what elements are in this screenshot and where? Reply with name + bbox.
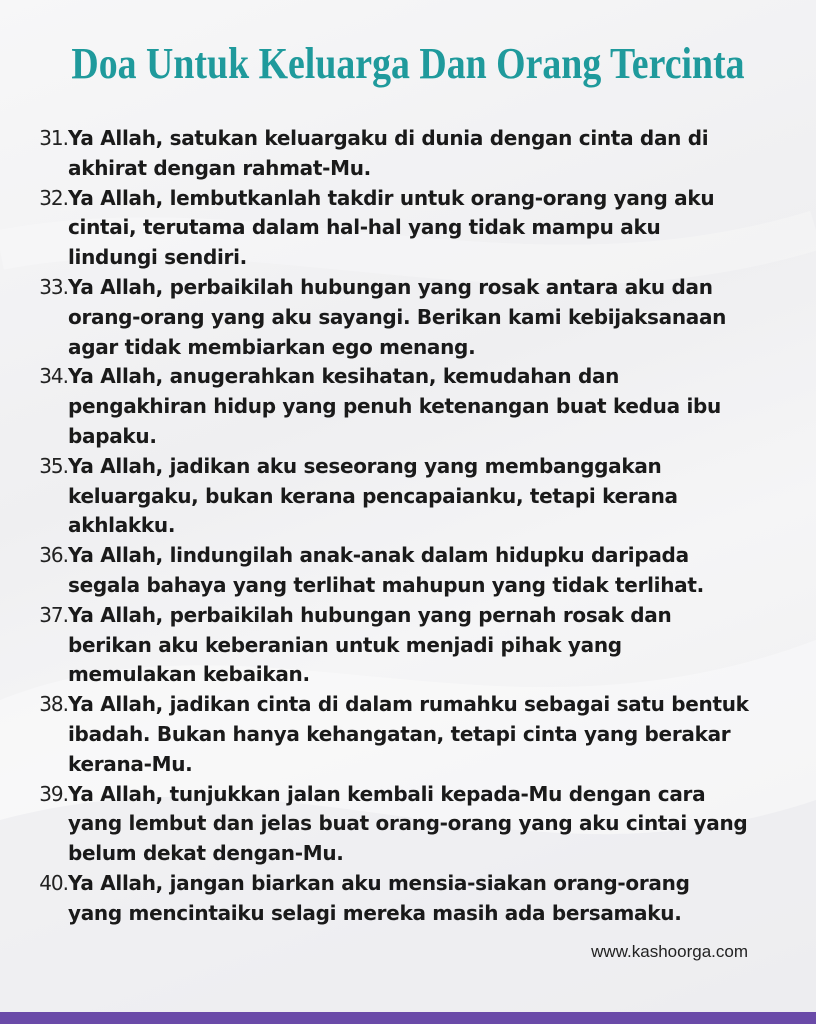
item-number: 37. bbox=[39, 602, 68, 627]
item-text-line: segala bahaya yang terlihat mahupun yang tidak terlihat. bbox=[68, 572, 704, 597]
item-text-line: agar tidak membiarkan ego menang. bbox=[68, 334, 476, 359]
item-text-line: Ya Allah, perbaikilah hubungan yang pernah rosak dan bbox=[68, 602, 672, 627]
item-number: 40. bbox=[39, 870, 68, 895]
list-item bbox=[28, 362, 788, 451]
item-number: 38. bbox=[39, 692, 68, 717]
item-text-line: pengakhiran hidup yang penuh ketenangan buat kedua ibu bbox=[68, 394, 721, 419]
item-text-line: yang lembut dan jelas buat orang-orang yang aku cintai yang bbox=[68, 811, 748, 836]
list-item bbox=[28, 273, 788, 362]
list-item bbox=[28, 780, 788, 869]
item-text-line: Ya Allah, lindungilah anak-anak dalam hidupku daripada bbox=[68, 543, 689, 568]
page-title: Doa Untuk Keluarga Dan Orang Tercinta bbox=[71, 39, 745, 88]
item-text-line: berikan aku keberanian untuk menjadi pihak yang bbox=[68, 632, 622, 657]
item-text-line: keluargaku, bukan kerana pencapaianku, tetapi kerana bbox=[68, 483, 678, 508]
item-number: 35. bbox=[39, 453, 68, 478]
item-text-line: Ya Allah, jadikan cinta di dalam rumahku sebagai satu bentuk bbox=[68, 692, 749, 717]
item-number: 31. bbox=[39, 126, 68, 150]
item-text bbox=[68, 690, 788, 779]
item-text-line: kerana-Mu. bbox=[68, 751, 193, 776]
item-text-line: akhlakku. bbox=[68, 513, 176, 538]
item-text-line: akhirat dengan rahmat-Mu. bbox=[68, 155, 371, 180]
item-text bbox=[68, 124, 788, 184]
item-number: 33. bbox=[39, 274, 68, 299]
list-item bbox=[28, 184, 788, 273]
item-text-line: yang mencintaiku selagi mereka masih ada bersamaku. bbox=[68, 900, 682, 925]
item-text bbox=[68, 541, 788, 601]
item-text-line: ibadah. Bukan hanya kehangatan, tetapi cinta yang berakar bbox=[68, 721, 731, 746]
item-number: 39. bbox=[39, 781, 68, 806]
bottom-accent-bar bbox=[0, 1012, 816, 1024]
item-text-line: cintai, terutama dalam hal-hal yang tidak mampu aku bbox=[68, 215, 661, 240]
item-text-line: Ya Allah, satukan keluargaku di dunia dengan cinta dan di bbox=[68, 126, 709, 150]
item-number: 36. bbox=[39, 543, 68, 568]
item-text bbox=[68, 184, 788, 273]
item-text-line: memulakan kebaikan. bbox=[68, 662, 310, 687]
item-text-line: Ya Allah, perbaikilah hubungan yang rosak antara aku dan bbox=[68, 274, 713, 299]
item-text-line: lindungi sendiri. bbox=[68, 245, 247, 270]
item-number: 32. bbox=[39, 185, 68, 210]
item-text-line: bapaku. bbox=[68, 423, 157, 448]
item-text-line: Ya Allah, jangan biarkan aku mensia-siakan orang-orang bbox=[68, 870, 690, 895]
list-item bbox=[28, 541, 788, 601]
list-item bbox=[28, 690, 788, 779]
item-text-line: Ya Allah, lembutkanlah takdir untuk orang-orang yang aku bbox=[68, 185, 715, 210]
item-text bbox=[68, 869, 788, 929]
item-text-line: orang-orang yang aku sayangi. Berikan kami kebijaksanaan bbox=[68, 304, 727, 329]
item-text bbox=[68, 273, 788, 362]
list-item bbox=[28, 124, 788, 184]
item-text-line: Ya Allah, jadikan aku seseorang yang membanggakan bbox=[68, 453, 662, 478]
item-text bbox=[68, 780, 788, 869]
website-url: www.kashoorga.com bbox=[591, 942, 748, 961]
prayer-list bbox=[28, 124, 788, 929]
item-text bbox=[68, 601, 788, 690]
item-text bbox=[68, 362, 788, 451]
item-text-line: belum dekat dengan-Mu. bbox=[68, 841, 344, 866]
item-text-line: Ya Allah, anugerahkan kesihatan, kemudahan dan bbox=[68, 364, 620, 389]
item-text-line: Ya Allah, tunjukkan jalan kembali kepada-Mu dengan cara bbox=[68, 781, 706, 806]
list-item bbox=[28, 869, 788, 929]
item-text bbox=[68, 452, 788, 541]
item-number: 34. bbox=[39, 364, 68, 389]
list-item bbox=[28, 452, 788, 541]
list-item bbox=[28, 601, 788, 690]
